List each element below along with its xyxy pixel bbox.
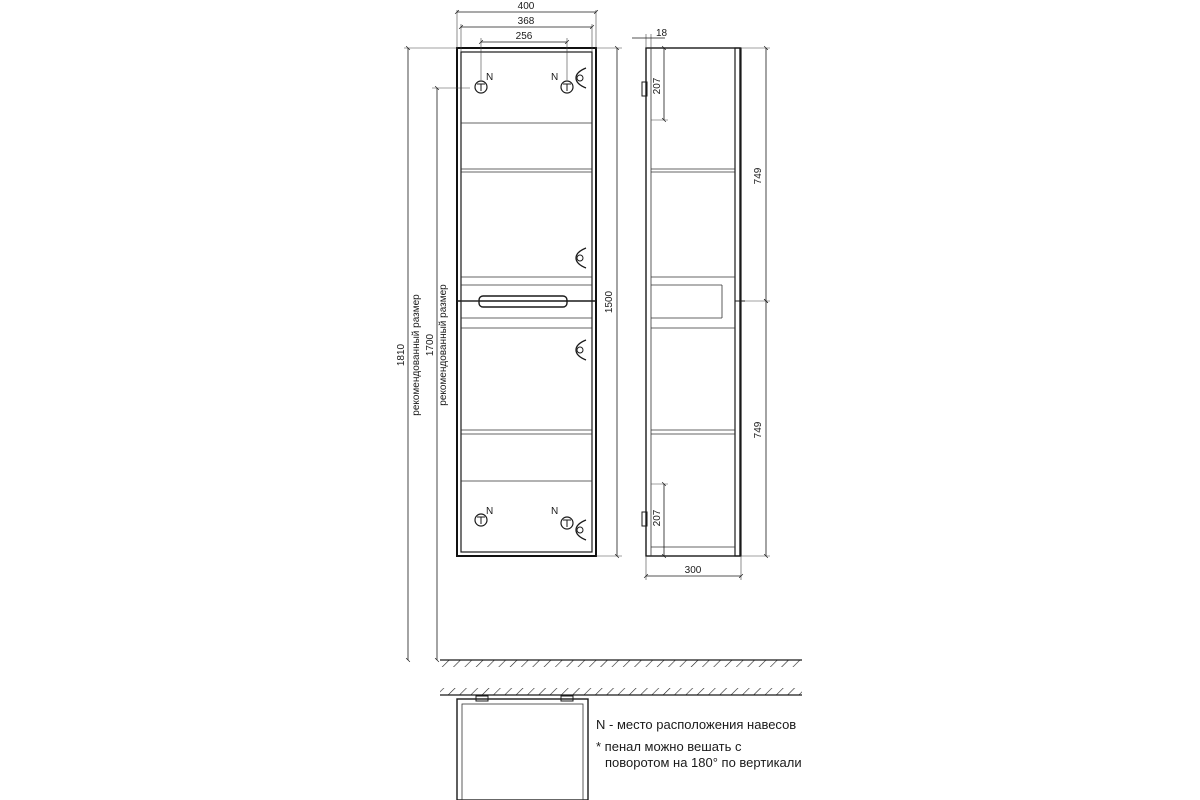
dim-total-width: 400: [517, 1, 535, 12]
hinge-icon: [576, 68, 586, 88]
note-hanger-location: N - место расположения навесов: [596, 717, 797, 732]
dim-depth: 300: [684, 565, 702, 576]
dim-hole-spacing: 256: [515, 31, 533, 42]
hinge-icon: [576, 248, 586, 268]
side-body-outline: [646, 48, 740, 556]
hanger-hole-icon: [561, 517, 573, 529]
mounted-cabinet-outline: [457, 699, 588, 800]
note-rotation-line2: поворотом на 180° по вертикали: [605, 755, 802, 770]
dim-bottom-offset: 207: [652, 509, 663, 527]
side-view: [632, 28, 770, 580]
dim-inner-width: 368: [517, 16, 535, 27]
dim-panel-thickness: 18: [656, 28, 668, 39]
hanger-hole-icon: [561, 81, 573, 93]
hinge-icon: [576, 520, 586, 540]
dim-upper-section: 749: [753, 167, 764, 185]
front-body-outline: [457, 48, 596, 556]
front-view: [396, 1, 622, 660]
note-rotation-line1: * пенал можно вешать с: [596, 739, 742, 754]
front-door-outline: [461, 52, 592, 552]
floor-line: [440, 660, 802, 667]
hinge-icon: [576, 340, 586, 360]
label-install-height: рекомендованный размер: [411, 294, 422, 416]
notes-block: [596, 717, 802, 770]
dim-body-height: 1500: [604, 290, 615, 314]
hanger-mark: N: [551, 506, 559, 517]
hanger-mark: N: [486, 506, 494, 517]
hanger-mark: N: [551, 72, 559, 83]
dim-install-height: 1810: [396, 343, 407, 367]
label-install-height-alt: рекомендованный размер: [438, 284, 449, 406]
dim-lower-section: 749: [753, 421, 764, 439]
hanger-mark: N: [486, 72, 494, 83]
dim-top-offset: 207: [652, 77, 663, 95]
dim-install-height-alt: 1700: [425, 333, 436, 357]
